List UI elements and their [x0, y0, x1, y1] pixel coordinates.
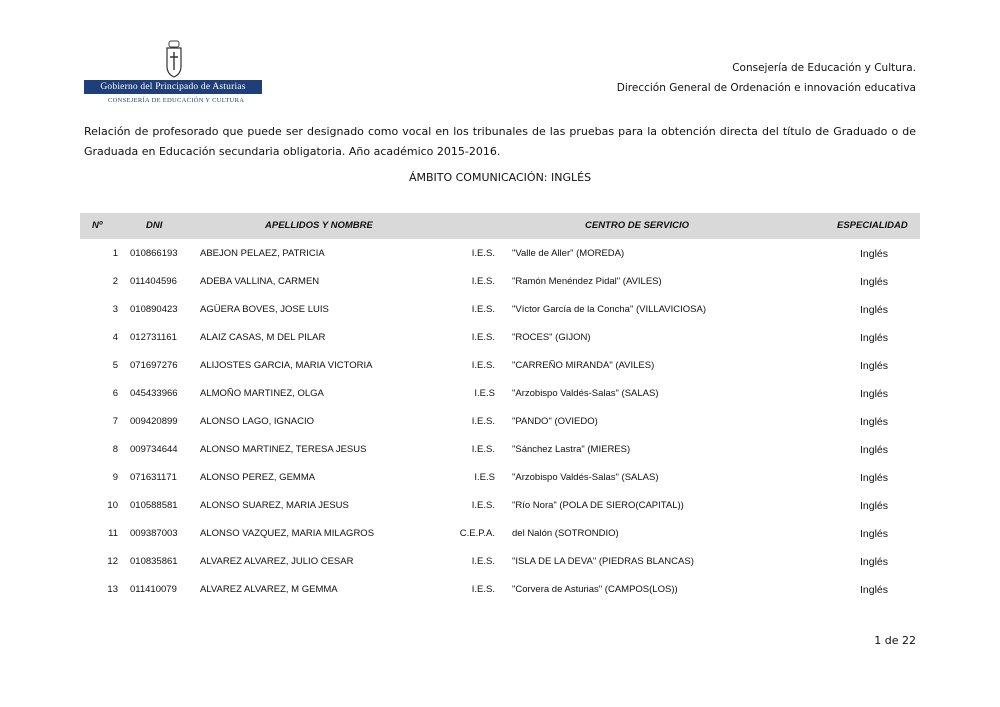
row-number: 4: [112, 332, 118, 343]
row-center: "PANDO" (OVIEDO): [512, 416, 598, 427]
row-center-type: I.E.S.: [471, 416, 495, 427]
row-name: ALMOÑO MARTINEZ, OLGA: [200, 388, 324, 399]
table-row: [80, 352, 920, 380]
row-especialidad: Inglés: [860, 248, 889, 260]
row-center-type: I.E.S.: [471, 332, 495, 343]
row-name: AGÜERA BOVES, JOSE LUIS: [200, 304, 329, 315]
row-name: ALVAREZ ALVAREZ, JULIO CESAR: [200, 556, 354, 567]
row-especialidad: Inglés: [860, 444, 889, 456]
header-dni: DNI: [146, 220, 163, 231]
header-num: Nº: [92, 220, 103, 231]
row-number: 2: [112, 276, 118, 287]
row-dni: 010890423: [130, 304, 178, 315]
coat-of-arms-icon: [162, 40, 186, 80]
header-line-1: Consejería de Educación y Cultura.: [732, 62, 916, 74]
row-name: ALONSO LAGO, IGNACIO: [200, 416, 315, 427]
row-especialidad: Inglés: [860, 472, 889, 484]
row-number: 6: [112, 388, 118, 399]
row-name: ALONSO PEREZ, GEMMA: [200, 472, 316, 483]
row-dni: 071697276: [130, 360, 178, 371]
table-row: [80, 492, 920, 520]
row-center: "ISLA DE LA DEVA" (PIEDRAS BLANCAS): [512, 556, 694, 567]
row-especialidad: Inglés: [860, 332, 889, 344]
row-number: 10: [107, 500, 118, 511]
row-especialidad: Inglés: [860, 360, 889, 372]
row-especialidad: Inglés: [860, 500, 889, 512]
row-name: ALIJOSTES GARCIA, MARIA VICTORIA: [200, 360, 373, 371]
row-number: 8: [112, 444, 118, 455]
row-dni: 012731161: [130, 332, 177, 343]
row-center: "Corvera de Asturias" (CAMPOS(LOS)): [512, 584, 678, 595]
row-center-type: I.E.S.: [471, 304, 495, 315]
header-centro: CENTRO DE SERVICIO: [585, 220, 689, 231]
table-row: [80, 324, 920, 352]
row-name: ALAIZ CASAS, M DEL PILAR: [200, 332, 326, 343]
table-row: [80, 436, 920, 464]
row-center-type: I.E.S.: [471, 360, 495, 371]
header: [617, 58, 916, 98]
row-number: 9: [112, 472, 118, 483]
row-especialidad: Inglés: [860, 528, 889, 540]
intro-paragraph: Relación de profesorado que puede ser designado como vocal en los tribunales de las pruebas para la obtención directa del título de Graduado o de Graduada en Educación secundaria obligatoria. Año académico 2015-2016.: [84, 125, 916, 158]
row-center-type: I.E.S: [474, 472, 495, 483]
table-row: [80, 464, 920, 492]
row-center-type: I.E.S.: [471, 500, 495, 511]
row-number: 7: [112, 416, 118, 427]
header-especialidad: ESPECIALIDAD: [837, 220, 908, 231]
row-center-type: C.E.P.A.: [459, 528, 495, 539]
row-center: "Víctor García de la Concha" (VILLAVICIOSA): [512, 304, 707, 315]
row-especialidad: Inglés: [860, 584, 889, 596]
header-line-2: Dirección General de Ordenación e innovación educativa: [616, 82, 916, 94]
table-body: [80, 240, 920, 604]
row-center: "Ramón Menéndez Pidal" (AVILES): [512, 276, 662, 287]
row-dni: 010835861: [130, 556, 178, 567]
row-dni: 071631171: [130, 472, 177, 483]
row-especialidad: Inglés: [860, 416, 889, 428]
row-number: 12: [107, 556, 118, 567]
header-name: APELLIDOS Y NOMBRE: [265, 220, 373, 231]
row-dni: 009734644: [130, 444, 178, 455]
row-center-type: I.E.S.: [471, 276, 495, 287]
logo-subtitle: CONSEJERÍA DE EDUCACIÓN Y CULTURA: [108, 97, 245, 104]
table-row: [80, 408, 920, 436]
row-number: 3: [112, 304, 118, 315]
row-number: 11: [108, 528, 118, 539]
row-dni: 011410079: [130, 584, 177, 595]
row-center: "CARREÑO MIRANDA" (AVILES): [512, 360, 655, 371]
row-dni: 010588581: [130, 500, 178, 511]
row-dni: 011404596: [130, 276, 177, 287]
ambito-title: ÁMBITO COMUNICACIÓN: INGLÉS: [408, 171, 592, 184]
row-dni: 045433966: [130, 388, 178, 399]
table-row: [80, 240, 920, 268]
table-row: [80, 576, 920, 604]
row-center: "Río Nora" (POLA DE SIERO(CAPITAL)): [512, 500, 684, 511]
row-name: ALVAREZ ALVAREZ, M GEMMA: [200, 584, 338, 595]
table-header: [80, 213, 920, 239]
row-name: ADEBA VALLINA, CARMEN: [200, 276, 320, 287]
row-name: ALONSO VAZQUEZ, MARIA MILAGROS: [200, 528, 375, 539]
logo-title: Gobierno del Principado de Asturias: [84, 80, 262, 94]
row-center: "Arzobispo Valdés-Salas" (SALAS): [512, 388, 659, 399]
row-name: ALONSO SUAREZ, MARIA JESUS: [200, 500, 349, 511]
table-row: [80, 520, 920, 548]
row-number: 13: [107, 584, 118, 595]
row-center-type: I.E.S.: [471, 248, 495, 259]
row-center: "ROCES" (GIJON): [512, 332, 591, 343]
row-center-type: I.E.S.: [471, 584, 495, 595]
row-center-type: I.E.S.: [471, 444, 495, 455]
row-name: ABEJON PELAEZ, PATRICIA: [200, 248, 325, 259]
page-number: 1 de 22: [874, 634, 916, 647]
row-especialidad: Inglés: [860, 276, 889, 288]
row-number: 1: [112, 248, 118, 259]
table-row: [80, 296, 920, 324]
row-center: "Valle de Aller" (MOREDA): [512, 248, 625, 259]
row-especialidad: Inglés: [860, 304, 889, 316]
table-row: [80, 268, 920, 296]
row-center: "Arzobispo Valdés-Salas" (SALAS): [512, 472, 659, 483]
row-center-type: I.E.S: [474, 388, 495, 399]
table-row: [80, 548, 920, 576]
row-center-type: I.E.S.: [471, 556, 495, 567]
row-dni: 009387003: [130, 528, 178, 539]
row-dni: 010866193: [130, 248, 178, 259]
row-name: ALONSO MARTINEZ, TERESA JESUS: [200, 444, 367, 455]
row-especialidad: Inglés: [860, 388, 889, 400]
row-center: del Nalón (SOTRONDIO): [512, 528, 619, 539]
row-center: "Sánchez Lastra" (MIERES): [512, 444, 631, 455]
row-especialidad: Inglés: [860, 556, 889, 568]
row-dni: 009420899: [130, 416, 178, 427]
table-row: [80, 380, 920, 408]
row-number: 5: [112, 360, 118, 371]
